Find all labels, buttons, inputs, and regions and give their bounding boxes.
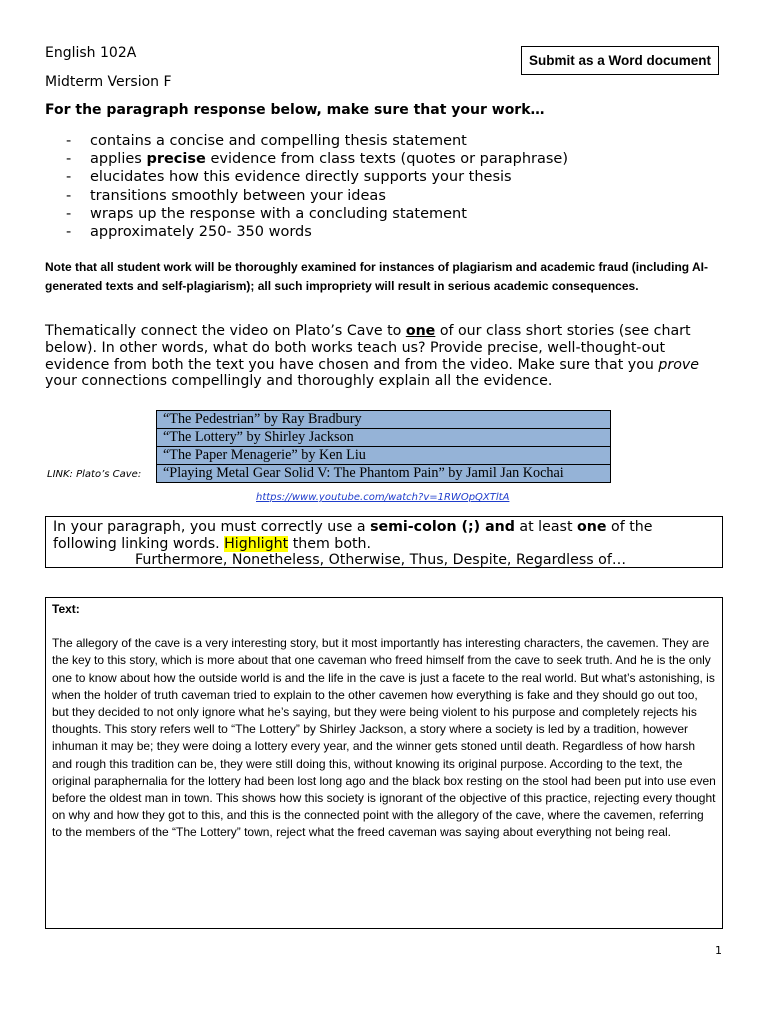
response-text-box[interactable] — [45, 597, 723, 929]
table-row — [157, 411, 611, 429]
list-item: - applies precise evidence from class texts (quotes or paraphrase) — [66, 151, 568, 168]
list-item: - transitions smoothly between your ideas — [66, 187, 386, 204]
list-bullet: - — [66, 133, 72, 149]
course-title: English 102A — [45, 45, 137, 61]
story-cell: “The Paper Menagerie” by Ken Liu — [157, 447, 611, 465]
list-item: - contains a concise and compelling thesis statement — [66, 133, 467, 149]
list-bullet: - — [66, 151, 72, 168]
linking-words-box: In your paragraph, you must correctly use a semi-colon (;) and at least one of the following linking words. Highlight them both. Furthermore, Nonetheless, Otherwise, Thus, Despite, Regardless of… — [45, 516, 723, 568]
emphasis-one: one — [405, 323, 436, 339]
list-item: - wraps up the response with a concluding statement — [66, 205, 467, 222]
essay-prompt: Thematically connect the video on Plato’s Cave to one of our class short stories (see chart below). In other words, what do both works teach us? Provide precise, well-thought-out evidence from both the text you have chosen and from the video. Make sure that you prove your connections compellingly and thoroughly explain all the evidence. — [45, 323, 700, 390]
stories-table — [156, 410, 611, 483]
story-cell: “The Lottery” by Shirley Jackson — [157, 429, 611, 447]
linking-words-list: Furthermore, Nonetheless, Otherwise, Thus, Despite, Regardless of… — [135, 552, 627, 568]
highlight-word: Highlight — [224, 535, 289, 552]
instructions-heading: For the paragraph response below, make sure that your work… — [45, 102, 545, 118]
list-bullet: - — [66, 187, 72, 204]
table-row — [157, 465, 611, 483]
story-cell: “The Pedestrian” by Ray Bradbury — [157, 411, 611, 429]
submit-format-label: Submit as a Word document — [528, 53, 712, 68]
submit-format-note — [521, 46, 719, 75]
video-link-label: LINK: Plato’s Cave: — [47, 469, 142, 480]
table-row — [157, 429, 611, 447]
list-bullet: - — [66, 224, 72, 241]
list-item: - approximately 250- 350 words — [66, 224, 312, 241]
response-body: The allegory of the cave is a very interesting story, but it most importantly has interesting characters, the cavemen. They are the key to this story, which is more about that one caveman who freed himself from the cave to seek truth. And he is the only one to know about how the outside world is and the life in the cave is just a facete to the real world. But what’s astonishing, is when the holder of truth caveman tried to explain to the other cavemen how everything is fake and they should go out too, but they decided to not only ignore what he’s saying, but they were being violent to his purpose and completely rejects his thoughts. This story refers well to “The Lottery” by Shirley Jackson, a story where a society is led by a tradition, however inhuman it may be; they were doing a lottery every year, and the winner gets stoned until death. Regardless of how harsh and rough this tradition can be, they were still doing this, without knowing its original purpose. According to the text, the original paraphernalia for the lottery had been lost long ago and the black box resting on the stool had been put into use even before the oldest man in town. This shows how this society is ignorant of the objective of this practice, rejecting every thought on why and how they got to this, and this is the connected point with the allegory of the cave, where the cavemen, referring to the members of the “The Lottery” town, reject what the freed caveman was saying about everything not being real. — [52, 636, 716, 840]
video-link[interactable]: https://www.youtube.com/watch?v=1RWOpQXTltA — [256, 492, 510, 503]
story-cell: “Playing Metal Gear Solid V: The Phantom Pain” by Jamil Jan Kochai — [157, 465, 611, 483]
page-number: 1 — [715, 944, 722, 957]
exam-version: Midterm Version F — [45, 74, 172, 90]
plagiarism-note: Note that all student work will be thoroughly examined for instances of plagiarism and academic fraud (including AI-generated texts and self-plagiarism); all such impropriety will result in serious academic consequences. — [45, 260, 708, 293]
table-row — [157, 447, 611, 465]
text-label: Text: — [52, 602, 80, 616]
list-bullet: - — [66, 205, 72, 222]
list-item: - elucidates how this evidence directly supports your thesis — [66, 169, 512, 186]
list-bullet: - — [66, 169, 72, 186]
requirements-list — [66, 132, 568, 241]
